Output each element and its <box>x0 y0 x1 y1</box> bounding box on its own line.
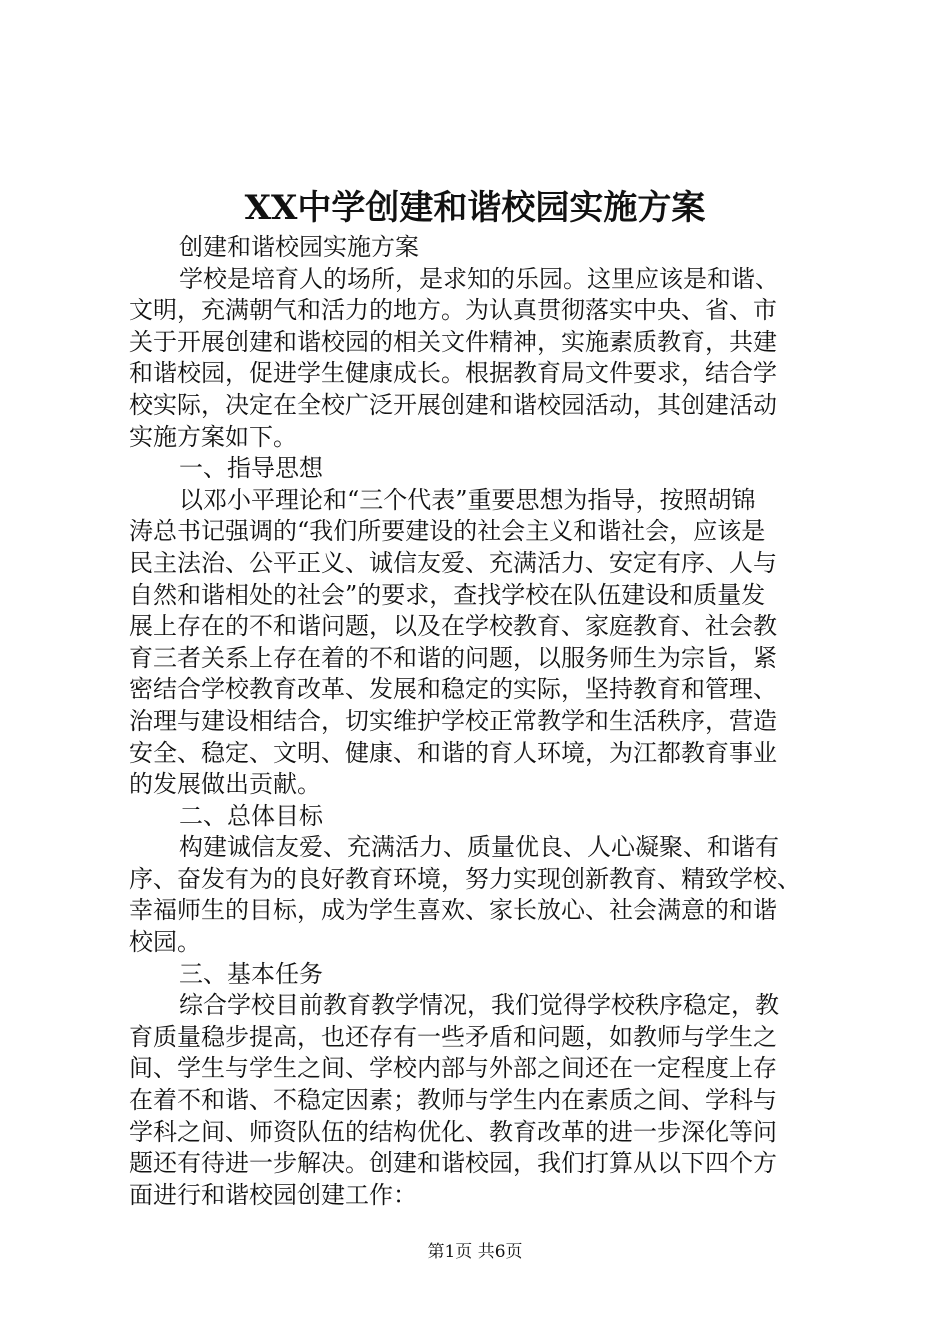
text-line: 构建诚信友爱、充满活力、质量优良、人心凝聚、和谐有 <box>179 833 779 862</box>
text-line: 间、学生与学生之间、学校内部与外部之间还在一定程度上存 <box>129 1054 777 1083</box>
page-footer: 第1页 共6页 <box>427 1242 523 1262</box>
text-line: 三、基本任务 <box>179 959 323 988</box>
text-line: 育质量稳步提高，也还存有一些矛盾和问题，如教师与学生之 <box>129 1022 777 1051</box>
text-line: 以邓小平理论和“三个代表”重要思想为指导，按照胡锦 <box>179 485 756 514</box>
text-line: 二、总体目标 <box>179 801 323 830</box>
text-line: 育三者关系上存在着的不和谐的问题，以服务师生为宗旨，紧 <box>129 643 777 672</box>
text-line: 自然和谐相处的社会”的要求，查找学校在队伍建设和质量发 <box>129 580 766 609</box>
text-line: 校园。 <box>129 928 201 957</box>
text-line: 民主法治、公平正义、诚信友爱、充满活力、安定有序、人与 <box>129 548 777 577</box>
text-line: 学科之间、师资队伍的结构优化、教育改革的进一步深化等问 <box>129 1117 777 1146</box>
text-line: 密结合学校教育改革、发展和稳定的实际，坚持教育和管理、 <box>129 675 777 704</box>
text-line: 和谐校园，促进学生健康成长。根据教育局文件要求，结合学 <box>129 359 777 388</box>
text-line: 校实际，决定在全校广泛开展创建和谐校园活动，其创建活动 <box>129 390 777 419</box>
text-line: 一、指导思想 <box>179 454 323 483</box>
text-line: 序、奋发有为的良好教育环境，努力实现创新教育、精致学校、 <box>129 864 801 893</box>
text-line: 面进行和谐校园创建工作： <box>129 1180 417 1209</box>
text-line: 在着不和谐、不稳定因素；教师与学生内在素质之间、学科与 <box>129 1086 777 1115</box>
text-line: 关于开展创建和谐校园的相关文件精神，实施素质教育，共建 <box>129 327 777 356</box>
page-title: XX中学创建和谐校园实施方案 <box>244 188 706 228</box>
text-line: 学校是培育人的场所，是求知的乐园。这里应该是和谐、 <box>179 264 779 293</box>
text-line: 实施方案如下。 <box>129 422 297 451</box>
text-line: 幸福师生的目标，成为学生喜欢、家长放心、社会满意的和谐 <box>129 896 777 925</box>
text-line: 文明，充满朝气和活力的地方。为认真贯彻落实中央、省、市 <box>129 296 777 325</box>
text-line: 展上存在的不和谐问题，以及在学校教育、家庭教育、社会教 <box>129 612 777 641</box>
text-line: 综合学校目前教育教学情况，我们觉得学校秩序稳定，教 <box>179 991 779 1020</box>
text-line: 创建和谐校园实施方案 <box>179 233 419 261</box>
text-line: 的发展做出贡献。 <box>129 770 321 799</box>
text-line: 安全、稳定、文明、健康、和谐的育人环境，为江都教育事业 <box>129 738 777 767</box>
text-line: 涛总书记强调的“我们所要建设的社会主义和谐社会，应该是 <box>129 517 766 546</box>
text-line: 治理与建设相结合，切实维护学校正常教学和生活秩序，营造 <box>129 706 777 735</box>
document-body <box>129 232 829 1211</box>
text-line: 题还有待进一步解决。创建和谐校园，我们打算从以下四个方 <box>129 1149 777 1178</box>
